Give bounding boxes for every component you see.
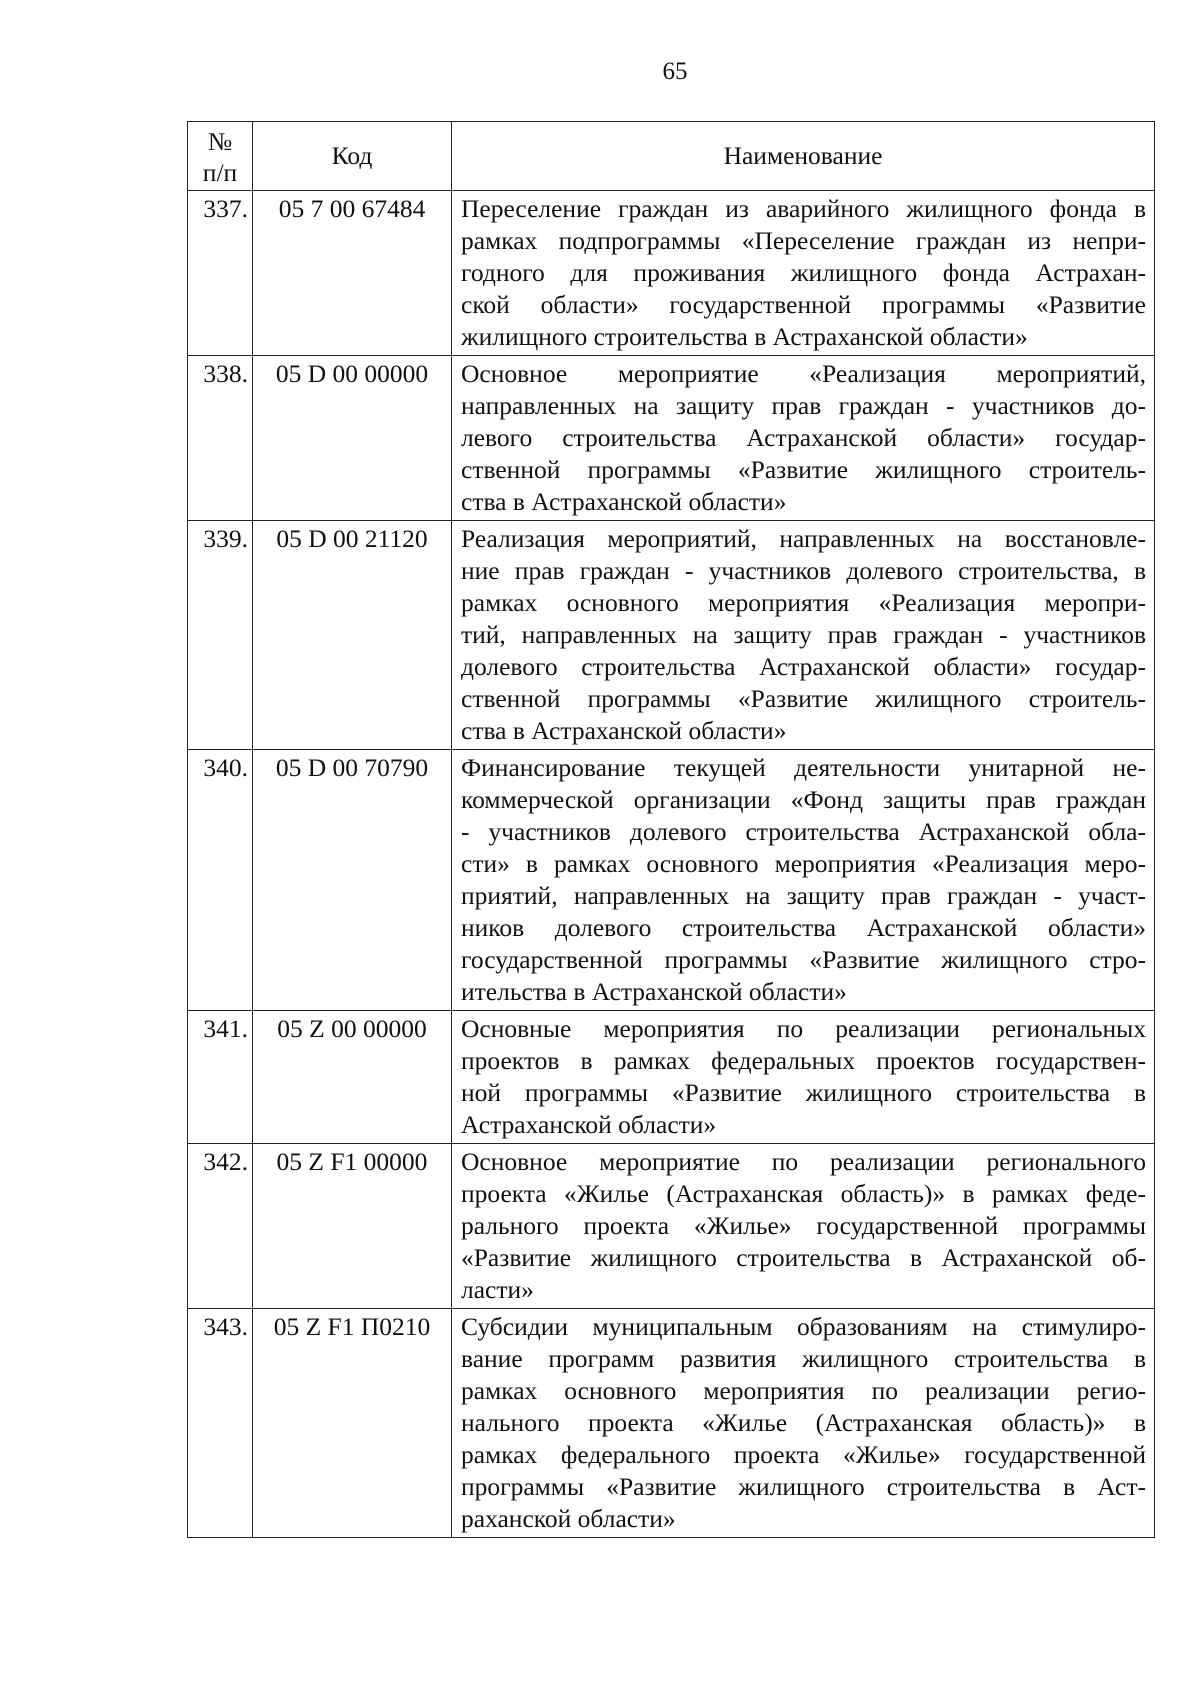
row-number: 340. (188, 750, 253, 1011)
row-name-line: вание программ развития жилищного строительства в (461, 1344, 1146, 1373)
row-name-line: Основное мероприятие «Реализация мероприятий, (461, 359, 1146, 388)
row-name (452, 356, 1155, 521)
row-number: 338. (188, 356, 253, 521)
header-number-symbol: № (207, 127, 233, 156)
row-number: 341. (188, 1011, 253, 1144)
row-name-line: ственной программы «Развитие жилищного строитель- (461, 684, 1146, 713)
table-row (188, 191, 1155, 356)
row-code: 05 Z F1 00000 (253, 1144, 452, 1309)
row-name-line: ной программы «Развитие жилищного строительства в (461, 1078, 1146, 1107)
row-name-line: Основные мероприятия по реализации региональных (461, 1014, 1146, 1043)
row-name (452, 1144, 1155, 1309)
header-name: Наименование (452, 122, 1155, 191)
row-code: 05 D 00 21120 (253, 521, 452, 750)
table-row (188, 521, 1155, 750)
row-name-line: ительства в Астраханской области» (461, 977, 847, 1006)
row-name-line: раханской области» (461, 1504, 676, 1533)
page-number: 65 (662, 58, 688, 85)
table-body (188, 191, 1155, 1538)
table-row (188, 1309, 1155, 1538)
row-name-line: Астраханской области» (461, 1110, 717, 1139)
row-name-line: направленных на защиту прав граждан - участников до- (461, 391, 1146, 420)
row-code: 05 D 00 70790 (253, 750, 452, 1011)
row-name-line: левого строительства Астраханской области» государ- (461, 423, 1146, 452)
row-name-line: «Развитие жилищного строительства в Астраханской об- (461, 1243, 1146, 1272)
row-code: 05 D 00 00000 (253, 356, 452, 521)
row-name-line: Переселение граждан из аварийного жилищного фонда в (461, 194, 1146, 223)
row-name-line: коммерческой организации «Фонд защиты прав граждан (461, 785, 1146, 814)
row-name (452, 521, 1155, 750)
row-name-line: нального проекта «Жилье (Астраханская область)» в (461, 1408, 1146, 1437)
row-number: 342. (188, 1144, 253, 1309)
row-name-line: рамках федерального проекта «Жилье» государственной (461, 1440, 1146, 1469)
row-name-line: программы «Развитие жилищного строительства в Аст- (461, 1472, 1146, 1501)
row-name-line: Реализация мероприятий, направленных на восстановле- (461, 524, 1146, 553)
row-number: 337. (188, 191, 253, 356)
row-name-line: - участников долевого строительства Астраханской обла- (461, 817, 1146, 846)
row-name-line: ласти» (461, 1275, 534, 1304)
row-name-line: ственной программы «Развитие жилищного строитель- (461, 455, 1146, 484)
row-code: 05 Z 00 00000 (253, 1011, 452, 1144)
row-name-line: годного для проживания жилищного фонда Астрахан- (461, 258, 1146, 287)
row-name-line: тий, направленных на защиту прав граждан - участников (461, 620, 1146, 649)
row-name-line: сти» в рамках основного мероприятия «Реализация меро- (461, 849, 1146, 878)
row-number: 343. (188, 1309, 253, 1538)
header-code: Код (253, 122, 452, 191)
row-name-line: ской области» государственной программы «Развитие (461, 290, 1146, 319)
row-name-line: Субсидии муниципальным образованиям на стимулиро- (461, 1312, 1146, 1341)
row-name-line: рального проекта «Жилье» государственной программы (461, 1211, 1146, 1240)
row-name (452, 1011, 1155, 1144)
row-name-line: ства в Астраханской области» (461, 716, 787, 745)
row-name-line: ние прав граждан - участников долевого строительства, в (461, 556, 1146, 585)
row-name-line: рамках основного мероприятия по реализации регио- (461, 1376, 1146, 1405)
row-name-line: долевого строительства Астраханской области» государ- (461, 652, 1146, 681)
table-row (188, 750, 1155, 1011)
row-name-line: приятий, направленных на защиту прав граждан - участ- (461, 881, 1146, 910)
row-name-line: государственной программы «Развитие жилищного стро- (461, 945, 1146, 974)
row-name (452, 750, 1155, 1011)
row-name-line: ства в Астраханской области» (461, 487, 787, 516)
table-header-row (188, 122, 1155, 191)
row-name-line: Финансирование текущей деятельности унитарной не- (461, 753, 1146, 782)
row-code: 05 Z F1 П0210 (253, 1309, 452, 1538)
row-name-line: жилищного строительства в Астраханской области» (461, 322, 1028, 351)
row-name-line: Основное мероприятие по реализации регионального (461, 1147, 1146, 1176)
row-name (452, 191, 1155, 356)
table-row (188, 356, 1155, 521)
row-name-line: проекта «Жилье (Астраханская область)» в рамках феде- (461, 1179, 1146, 1208)
budget-code-table (187, 121, 1155, 1538)
row-name-line: ников долевого строительства Астраханской области» (461, 913, 1146, 942)
row-name-line: рамках основного мероприятия «Реализация меропри- (461, 588, 1146, 617)
header-number-abbrev: п/п (202, 158, 238, 187)
row-name (452, 1309, 1155, 1538)
table-row (188, 1011, 1155, 1144)
row-name-line: проектов в рамках федеральных проектов государствен- (461, 1046, 1146, 1075)
row-name-line: рамках подпрограммы «Переселение граждан из непри- (461, 226, 1146, 255)
row-number: 339. (188, 521, 253, 750)
row-code: 05 7 00 67484 (253, 191, 452, 356)
table-row (188, 1144, 1155, 1309)
header-number (188, 122, 253, 191)
